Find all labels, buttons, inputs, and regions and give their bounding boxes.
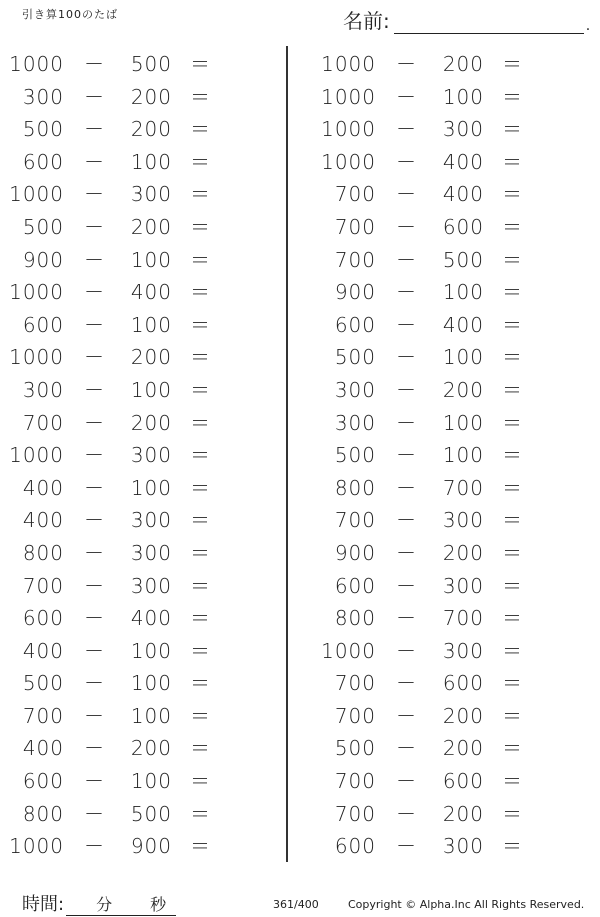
minuend: 600 <box>22 149 64 174</box>
subtrahend: 400 <box>442 312 484 337</box>
problem-row <box>320 504 600 537</box>
problem-row <box>320 472 600 505</box>
minus-sign: － <box>84 638 105 663</box>
minus-sign: － <box>396 117 417 142</box>
equals-sign: ＝ <box>190 182 211 207</box>
equals-sign: ＝ <box>190 508 211 533</box>
name-field-line[interactable] <box>394 11 584 34</box>
equals-sign: ＝ <box>190 606 211 631</box>
minus-sign: － <box>84 540 105 565</box>
problem-row <box>320 178 600 211</box>
subtrahend: 100 <box>130 312 172 337</box>
subtrahend: 300 <box>442 117 484 142</box>
equals-sign: ＝ <box>190 280 211 305</box>
minus-sign: － <box>84 345 105 370</box>
problem-row <box>320 635 600 668</box>
equals-sign: ＝ <box>502 769 523 794</box>
problem-row <box>8 407 288 440</box>
minuend: 800 <box>334 475 376 500</box>
subtrahend: 200 <box>442 703 484 728</box>
minus-sign: － <box>396 540 417 565</box>
minus-sign: － <box>396 834 417 859</box>
minus-sign: － <box>396 312 417 337</box>
equals-sign: ＝ <box>190 117 211 142</box>
subtrahend: 100 <box>130 769 172 794</box>
minuend: 900 <box>334 540 376 565</box>
equals-sign: ＝ <box>190 475 211 500</box>
problem-row <box>320 439 600 472</box>
minuend: 900 <box>22 247 64 272</box>
minuend: 1000 <box>9 52 64 76</box>
minuend: 400 <box>22 638 64 663</box>
minus-sign: － <box>396 247 417 272</box>
problem-row <box>8 830 288 863</box>
minuend: 1000 <box>9 182 64 207</box>
equals-sign: ＝ <box>502 834 523 859</box>
equals-sign: ＝ <box>502 149 523 174</box>
name-dot: . <box>585 18 591 34</box>
equals-sign: ＝ <box>190 247 211 272</box>
minus-sign: － <box>396 345 417 370</box>
minuend: 700 <box>22 703 64 728</box>
subtrahend: 400 <box>130 606 172 631</box>
equals-sign: ＝ <box>502 443 523 468</box>
subtrahend: 100 <box>130 377 172 402</box>
equals-sign: ＝ <box>190 638 211 663</box>
minuend: 900 <box>334 280 376 305</box>
time-label: 時間: <box>22 894 65 915</box>
subtrahend: 200 <box>130 736 172 761</box>
problem-row <box>8 504 288 537</box>
subtrahend: 300 <box>130 182 172 207</box>
minutes-label: 分 <box>96 895 113 914</box>
equals-sign: ＝ <box>502 475 523 500</box>
subtrahend: 500 <box>442 247 484 272</box>
equals-sign: ＝ <box>502 410 523 435</box>
subtrahend: 600 <box>442 671 484 696</box>
minus-sign: － <box>396 736 417 761</box>
equals-sign: ＝ <box>502 182 523 207</box>
minus-sign: － <box>396 410 417 435</box>
page-number: 361/400 <box>273 898 319 911</box>
minuend: 1000 <box>321 117 376 142</box>
problem-row <box>8 472 288 505</box>
problem-row <box>8 765 288 798</box>
problem-row <box>8 146 288 179</box>
minuend: 700 <box>22 573 64 598</box>
problem-row <box>320 732 600 765</box>
minuend: 400 <box>22 508 64 533</box>
minus-sign: － <box>396 606 417 631</box>
minus-sign: － <box>396 149 417 174</box>
problem-row <box>8 178 288 211</box>
equals-sign: ＝ <box>190 149 211 174</box>
subtrahend: 300 <box>130 573 172 598</box>
problem-row <box>8 602 288 635</box>
equals-sign: ＝ <box>502 736 523 761</box>
problem-row <box>8 309 288 342</box>
left-problem-column <box>8 48 288 863</box>
equals-sign: ＝ <box>190 671 211 696</box>
time-area <box>22 890 176 916</box>
problem-row <box>320 309 600 342</box>
problem-row <box>8 244 288 277</box>
subtrahend: 300 <box>442 573 484 598</box>
subtrahend: 200 <box>442 52 484 76</box>
time-field-line[interactable] <box>66 893 176 916</box>
equals-sign: ＝ <box>190 540 211 565</box>
equals-sign: ＝ <box>190 345 211 370</box>
equals-sign: ＝ <box>502 801 523 826</box>
copyright-text: Copyright © Alpha.Inc All Rights Reserved. <box>348 898 585 911</box>
minus-sign: － <box>84 801 105 826</box>
minuend: 800 <box>334 606 376 631</box>
equals-sign: ＝ <box>190 769 211 794</box>
minus-sign: － <box>84 410 105 435</box>
minuend: 600 <box>334 573 376 598</box>
minuend: 1000 <box>321 149 376 174</box>
problem-row <box>8 798 288 831</box>
subtrahend: 200 <box>130 117 172 142</box>
subtrahend: 200 <box>442 377 484 402</box>
problem-row <box>8 667 288 700</box>
subtrahend: 200 <box>442 736 484 761</box>
subtrahend: 500 <box>130 52 172 76</box>
minuend: 800 <box>22 540 64 565</box>
problem-row <box>320 276 600 309</box>
equals-sign: ＝ <box>502 638 523 663</box>
subtrahend: 300 <box>442 638 484 663</box>
problem-row <box>320 146 600 179</box>
equals-sign: ＝ <box>190 84 211 109</box>
equals-sign: ＝ <box>190 573 211 598</box>
minuend: 300 <box>334 410 376 435</box>
subtrahend: 300 <box>442 508 484 533</box>
subtrahend: 600 <box>442 214 484 239</box>
subtrahend: 100 <box>130 671 172 696</box>
minus-sign: － <box>396 182 417 207</box>
subtrahend: 100 <box>442 345 484 370</box>
equals-sign: ＝ <box>190 410 211 435</box>
minuend: 700 <box>334 214 376 239</box>
minus-sign: － <box>84 377 105 402</box>
minuend: 700 <box>334 671 376 696</box>
equals-sign: ＝ <box>190 214 211 239</box>
minuend: 500 <box>22 671 64 696</box>
equals-sign: ＝ <box>502 247 523 272</box>
minuend: 500 <box>334 736 376 761</box>
minus-sign: － <box>84 736 105 761</box>
equals-sign: ＝ <box>502 312 523 337</box>
minus-sign: － <box>84 834 105 859</box>
subtrahend: 300 <box>130 540 172 565</box>
minus-sign: － <box>84 671 105 696</box>
subtrahend: 100 <box>130 638 172 663</box>
minus-sign: － <box>84 117 105 142</box>
problem-row <box>8 341 288 374</box>
minuend: 1000 <box>321 638 376 663</box>
minus-sign: － <box>84 149 105 174</box>
minus-sign: － <box>396 443 417 468</box>
minuend: 300 <box>334 377 376 402</box>
right-problem-column <box>320 48 600 863</box>
minus-sign: － <box>84 182 105 207</box>
minus-sign: － <box>396 280 417 305</box>
minus-sign: － <box>396 214 417 239</box>
subtrahend: 300 <box>130 443 172 468</box>
problem-row <box>320 570 600 603</box>
minuend: 500 <box>22 214 64 239</box>
subtrahend: 400 <box>130 280 172 305</box>
subtrahend: 200 <box>442 801 484 826</box>
subtrahend: 200 <box>130 84 172 109</box>
minuend: 1000 <box>9 443 64 468</box>
problem-row <box>320 211 600 244</box>
problem-row <box>8 211 288 244</box>
minus-sign: － <box>396 475 417 500</box>
minuend: 300 <box>22 377 64 402</box>
equals-sign: ＝ <box>502 573 523 598</box>
problem-row <box>320 700 600 733</box>
problem-row <box>8 81 288 114</box>
minus-sign: － <box>84 606 105 631</box>
minuend: 1000 <box>321 84 376 109</box>
minuend: 500 <box>334 345 376 370</box>
minus-sign: － <box>84 769 105 794</box>
subtrahend: 100 <box>442 280 484 305</box>
minuend: 700 <box>334 247 376 272</box>
problem-row <box>320 537 600 570</box>
minuend: 700 <box>334 508 376 533</box>
subtrahend: 700 <box>442 606 484 631</box>
minus-sign: － <box>396 84 417 109</box>
problem-row <box>320 113 600 146</box>
subtrahend: 100 <box>130 703 172 728</box>
minus-sign: － <box>396 801 417 826</box>
equals-sign: ＝ <box>190 443 211 468</box>
subtrahend: 400 <box>442 149 484 174</box>
name-area <box>343 5 590 34</box>
minuend: 700 <box>334 801 376 826</box>
minus-sign: － <box>396 573 417 598</box>
minus-sign: － <box>84 280 105 305</box>
equals-sign: ＝ <box>190 834 211 859</box>
subtrahend: 300 <box>130 508 172 533</box>
equals-sign: ＝ <box>190 377 211 402</box>
worksheet-title: 引き算100のたば <box>22 8 118 21</box>
subtrahend: 100 <box>130 247 172 272</box>
problem-row <box>8 113 288 146</box>
minus-sign: － <box>396 638 417 663</box>
minuend: 1000 <box>9 280 64 305</box>
problem-row <box>320 830 600 863</box>
problem-row <box>320 341 600 374</box>
problem-row <box>8 276 288 309</box>
equals-sign: ＝ <box>502 606 523 631</box>
problem-row <box>320 48 600 81</box>
problem-row <box>8 570 288 603</box>
minuend: 600 <box>22 606 64 631</box>
equals-sign: ＝ <box>502 377 523 402</box>
minuend: 700 <box>334 182 376 207</box>
minuend: 800 <box>22 801 64 826</box>
equals-sign: ＝ <box>190 801 211 826</box>
problem-row <box>320 798 600 831</box>
name-label: 名前: <box>343 9 390 33</box>
seconds-label: 秒 <box>150 895 167 914</box>
equals-sign: ＝ <box>502 508 523 533</box>
minuend: 1000 <box>9 834 64 859</box>
minus-sign: － <box>84 703 105 728</box>
subtrahend: 400 <box>442 182 484 207</box>
subtrahend: 200 <box>130 345 172 370</box>
minus-sign: － <box>84 508 105 533</box>
subtrahend: 700 <box>442 475 484 500</box>
problem-row <box>8 374 288 407</box>
minus-sign: － <box>396 508 417 533</box>
subtrahend: 900 <box>130 834 172 859</box>
minuend: 400 <box>22 736 64 761</box>
subtrahend: 100 <box>442 443 484 468</box>
minuend: 1000 <box>321 52 376 76</box>
equals-sign: ＝ <box>190 703 211 728</box>
minuend: 300 <box>22 84 64 109</box>
equals-sign: ＝ <box>502 671 523 696</box>
subtrahend: 200 <box>442 540 484 565</box>
equals-sign: ＝ <box>502 84 523 109</box>
problem-row <box>320 667 600 700</box>
minuend: 400 <box>22 475 64 500</box>
minus-sign: － <box>396 52 417 76</box>
minus-sign: － <box>84 443 105 468</box>
problem-row <box>320 407 600 440</box>
equals-sign: ＝ <box>502 703 523 728</box>
equals-sign: ＝ <box>502 540 523 565</box>
minuend: 500 <box>22 117 64 142</box>
problem-row <box>320 81 600 114</box>
equals-sign: ＝ <box>190 312 211 337</box>
problem-row <box>320 244 600 277</box>
minus-sign: － <box>84 84 105 109</box>
minuend: 1000 <box>9 345 64 370</box>
minuend: 700 <box>334 703 376 728</box>
subtrahend: 200 <box>130 410 172 435</box>
equals-sign: ＝ <box>502 52 523 76</box>
subtrahend: 100 <box>130 149 172 174</box>
equals-sign: ＝ <box>190 52 211 76</box>
minus-sign: － <box>84 475 105 500</box>
subtrahend: 100 <box>442 410 484 435</box>
equals-sign: ＝ <box>502 214 523 239</box>
minuend: 600 <box>334 834 376 859</box>
equals-sign: ＝ <box>190 736 211 761</box>
subtrahend: 600 <box>442 769 484 794</box>
minus-sign: － <box>396 769 417 794</box>
minuend: 600 <box>22 769 64 794</box>
equals-sign: ＝ <box>502 117 523 142</box>
subtrahend: 100 <box>130 475 172 500</box>
problem-row <box>320 602 600 635</box>
minuend: 700 <box>334 769 376 794</box>
problem-row <box>320 374 600 407</box>
minus-sign: － <box>84 247 105 272</box>
problem-row <box>8 635 288 668</box>
equals-sign: ＝ <box>502 280 523 305</box>
minuend: 600 <box>334 312 376 337</box>
problem-row <box>8 537 288 570</box>
minus-sign: － <box>396 703 417 728</box>
minus-sign: － <box>396 377 417 402</box>
problem-row <box>320 765 600 798</box>
subtrahend: 300 <box>442 834 484 859</box>
subtrahend: 500 <box>130 801 172 826</box>
minus-sign: － <box>84 52 105 76</box>
minuend: 500 <box>334 443 376 468</box>
minus-sign: － <box>84 214 105 239</box>
problem-row <box>8 48 288 81</box>
subtrahend: 200 <box>130 214 172 239</box>
subtrahend: 100 <box>442 84 484 109</box>
equals-sign: ＝ <box>502 345 523 370</box>
problem-row <box>8 439 288 472</box>
problem-row <box>8 700 288 733</box>
problem-row <box>8 732 288 765</box>
minuend: 600 <box>22 312 64 337</box>
minus-sign: － <box>84 312 105 337</box>
minus-sign: － <box>84 573 105 598</box>
minus-sign: － <box>396 671 417 696</box>
minuend: 700 <box>22 410 64 435</box>
